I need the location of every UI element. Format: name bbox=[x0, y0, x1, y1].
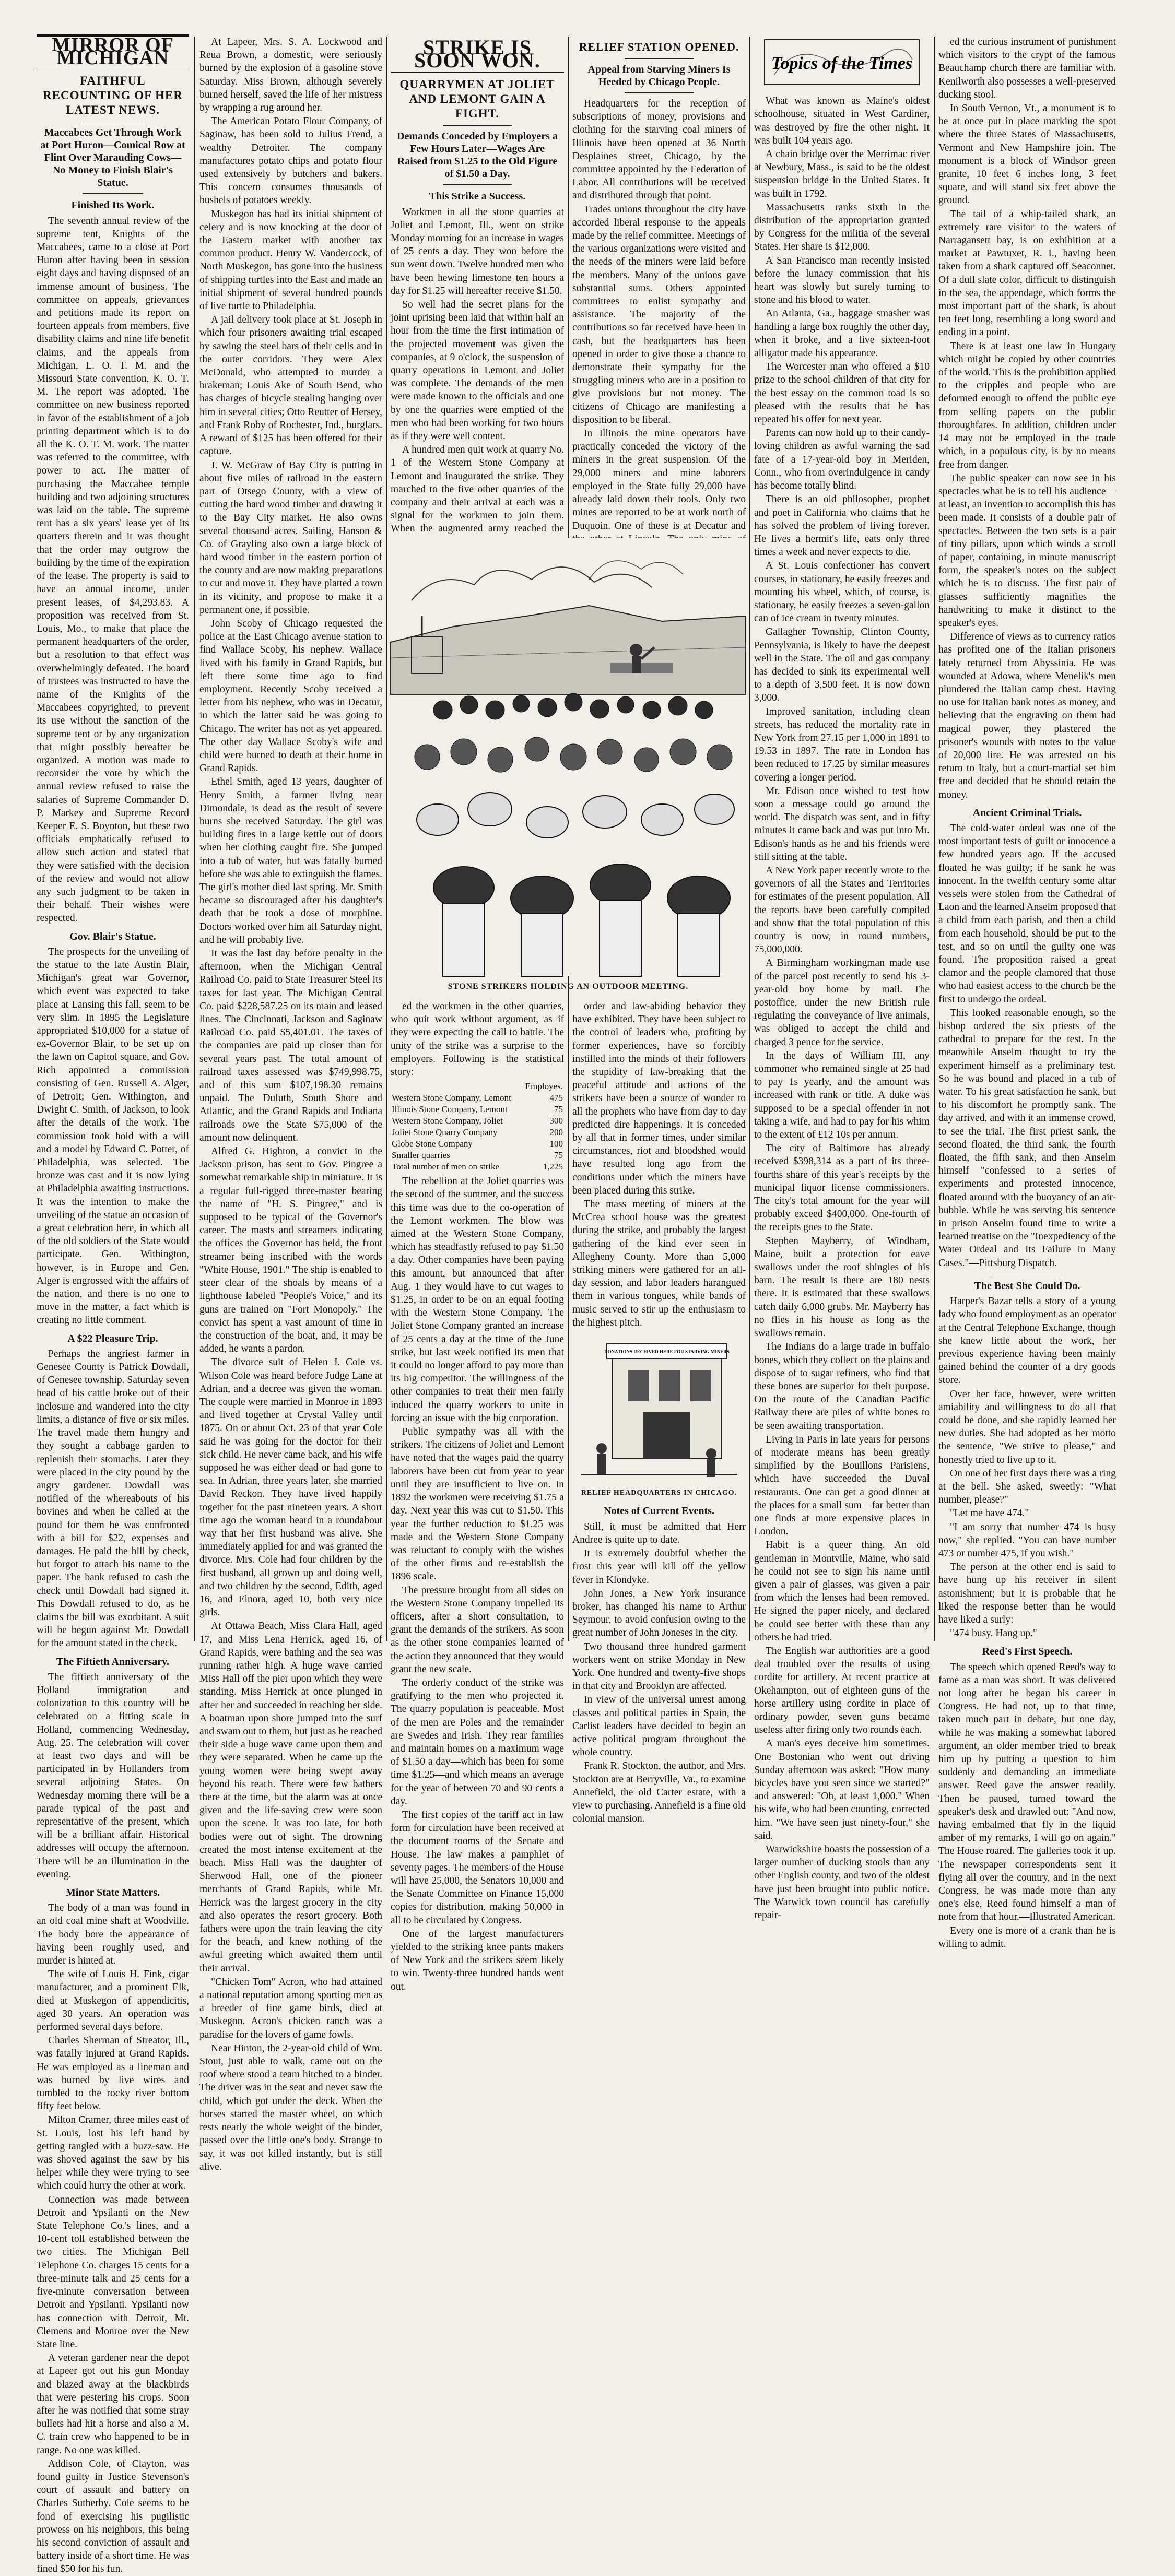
divider bbox=[83, 193, 144, 194]
paragraph: A jail delivery took place at St. Joseph in which four prisoners awaiting trial escaped by sawing the steel bars of their cells and in the outer corridors. They were Alex McDonald, who attempted to murder a brakeman; Louis Ake of South Bend, who has charges of bicycle stealing hanging over him in several cities; Otto Reutter of Hersey, and Frank Roby of Rochester, Ind., burglars. A reward of $125 has been offered for their capture. bbox=[199, 314, 382, 457]
paragraph: ed the curious instrument of punishment which visitors to the crypt of the famous Beauchamp church there are familiar with. Kenilworth also possesses a well-preserved ducking stool. bbox=[938, 37, 1116, 100]
paragraph: "474 busy. Hang up." bbox=[950, 1628, 1037, 1639]
table-row bbox=[391, 1161, 564, 1173]
table-row bbox=[391, 1092, 564, 1104]
paragraph: Still, it must be admitted that Herr Andree is quite up to date. bbox=[572, 1521, 746, 1545]
table-cell: 75 bbox=[554, 1150, 563, 1161]
table-cell: Globe Stone Company bbox=[392, 1139, 473, 1149]
reed-title: Reed's First Speech. bbox=[982, 1646, 1073, 1658]
article-deck: Maccabees Get Through Work at Port Huron—Comical Row at Flint Over Marauding Cows—No Money to Finish Blair's Statue. bbox=[40, 127, 185, 189]
paragraph: The divorce suit of Helen J. Cole vs. Wilson Cole was heard before Judge Lane at Adrian, and a decree was given the woman. The couple were married in Monroe in 1893 and lived together at Crystal Valley until 1875. On or about Oct. 23 of that year Cole said he was going for the doctor for their sick child. He never came back, and his wife supposed he was either dead or had gone to sea. In Adrian, three years later, she married David Reckon. They have lived happily together for the past nineteen years. A short time ago the woman heard in a roundabout way that her first husband was alive. She immediately applied for and was granted the divorce. Mrs. Cole had four children by the first husband, all grown up and doing well, and two children by the second, Edith, aged 16, and Elnora, aged 10, both very nice girls. bbox=[199, 1357, 382, 1618]
paragraph: One of the largest manufacturers yielded to the striking knee pants makers of New York and the strikers seem likely to win. Twenty-three hundred hands went out. bbox=[391, 1928, 564, 1992]
article-body bbox=[754, 94, 930, 1922]
paragraph: The public speaker can now see in his spectacles what he is to tell his audience—at least, an invention to accomplish this has been made. It consists of a double pair of spectacles. Between the two sets is a pair of tiny pillars, upon which winds a scroll of paper, containing, in minute manuscript form, the speaker's notes on the subject which he is to discuss. The first pair of glasses sufficiently magnifies the handwriting to make it distinct to the speaker's eyes. bbox=[938, 472, 1116, 629]
column-5 bbox=[754, 36, 930, 1921]
article-body bbox=[938, 36, 1116, 801]
paragraph: A chain bridge over the Merrimac river at Newbury, Mass., is said to be the oldest suspension bridge in the United States. It was built in 1792. bbox=[754, 149, 930, 199]
paragraph: The city of Baltimore has already received $398,314 as a part of its three-fourths share of this year's receipts by the municipal liquor license commissioners. The city's total amount for the year will probably exceed $400,000. One-fourth of the receipts goes to the State. bbox=[754, 1143, 930, 1233]
paragraph: The orderly conduct of the strike was gratifying to the men who projected it. The quarry population is peaceable. Most of the men are Poles and the remainder are Swedes and Irish. They rear families and maintain homes on a maximum wage of $1.50 a day—which has been for some time $1.25—and which means an average for the year of between 70 and 90 cents a day. bbox=[391, 1677, 564, 1807]
paragraph: The prospects for the unveiling of the statue to the late Austin Blair, Michigan's great war Governor, which event was expected to take place at Lansing this fall, seem to be very slim. In 1895 the Legislature appropriated $10,000 for a statue of ex-Governor Blair, to be set up on the lawn on Capitol square, and Gov. Rich appointed a commission consisting of Gen. Russell A. Alger, of Detroit; Gen. Withington, and Dwight C. Smith, of Jackson, to look after the details of the work. The commission took hold with a will and a model by Edward C. Potter, of Philadelphia, was selected. The bronze was cast and it is now lying at Philadelphia awaiting instructions. It was the intention to make the unveiling of the statue an occasion of a great celebration here, in which all of the old soldiers of the State would participate. Gen. Withington, however, is in Europe and Gen. Alger is engrossed with the affairs of the nation, and there is no one to move in the matter, a fact which is creating no little comment. bbox=[37, 946, 189, 1326]
paragraph: A St. Louis confectioner has convert courses, in stationary, he easily freezes and mounting his wheel, which, of course, is stationary, he easily freezes a seven-gallon can of ice cream in twenty minutes. bbox=[754, 560, 930, 624]
notes-body bbox=[572, 1520, 746, 1826]
section-title: The Fiftieth Anniversary. bbox=[56, 1656, 170, 1668]
table-cell: Total number of men on strike bbox=[392, 1162, 500, 1172]
paragraph: Over her face, however, were written amiability and willingness to do all that could be done, and she rapidly learned her new duties. She had adopted as her motto the sentence, "We strive to please," and honestly tried to live up to it. bbox=[938, 1388, 1116, 1466]
section-title: A $22 Pleasure Trip. bbox=[67, 1332, 158, 1344]
paragraph: "Chicken Tom" Acron, who had attained a national reputation among sporting men as a breeder of fine game birds, died at Muskegon. Acron's chicken ranch was a paradise for the lovers of game fowls. bbox=[199, 1976, 382, 2040]
paragraph: John Scoby of Chicago requested the police at the East Chicago avenue station to find Wallace Scoby, his nephew. Wallace lived with his family in Grand Rapids, but left there some time ago to find employment. Recently Scoby received a letter from his nephew, who was in Decatur, in which the latter said he was going to Chicago. The writer has not as yet appeared. The other day Wallace Scoby's wife and child were burned to death at their home in Grand Rapids. bbox=[199, 618, 382, 774]
divider bbox=[625, 92, 694, 93]
crowd-illustration bbox=[391, 538, 746, 976]
table-cell: 75 bbox=[554, 1104, 563, 1115]
table-row bbox=[391, 1127, 564, 1138]
paragraph: Connection was made between Detroit and Ypsilanti on the New State Telephone Co.'s lines, and a 10-cent toll established between the two cities. The Michigan Bell Telephone Co. charges 15 cents for a three-minute talk and 25 cents for a five-minute conversation between Detroit and Ypsilanti. Ypsilanti now has connection with Detroit, Mt. Clemens and Monroe over the New State line. bbox=[37, 2194, 189, 2350]
table-cell: 100 bbox=[549, 1139, 563, 1149]
relief-headline: RELIEF STATION OPENED. bbox=[579, 40, 739, 53]
paragraph: Living in Paris in late years for persons of moderate means has been greatly simplified by the Bouillons Parisiens, which have succeeded the Duval restaurants. One can get a good dinner at the places for a small sum—far better than one finds at more expensive places in London. bbox=[754, 1434, 930, 1538]
paragraph: A San Francisco man recently insisted before the lunacy commission that his heart was slowly but surely turning to stone and his blood to water. bbox=[754, 255, 930, 306]
section-masthead: MIRROR OF MICHIGAN bbox=[37, 37, 189, 69]
strike-article-top bbox=[391, 38, 564, 536]
paragraph: The Indians do a large trade in buffalo bones, which they collect on the plains and dispose of to sugar refiners, who find that these bones are superior for their purpose. On the route of the Canadian Pacific Railway there are piles of white bones to be seen awaiting transportation. bbox=[754, 1341, 930, 1432]
paragraph: There is at least one law in Hungary which might be copied by other countries of the world. This is the prohibition applied to the cripples and people who are deformed enough to offend the public eye from selling papers on the public thoroughfares. In addition, children under 14 may not be employed in the trade which, in a populous city, is by no means free from danger. bbox=[938, 340, 1116, 470]
paragraph: Muskegon has had its initial shipment of celery and is now knocking at the door of the Eastern market with another tax common product. Henry W. Vandercock, of North Muskegon, has gone into the business of shipping turtles into the East and made an initial shipment of several hundred pounds of live turtle to Philadelphia. bbox=[199, 208, 382, 312]
paragraph: Trades unions throughout the city have accorded liberal response to the appeals made by the relief committee. Meetings of the various organizations were visited and the needs of the miners were laid before the members. Many of the unions gave substantial sums. Others appointed committees to enlist sympathy and assistance. The majority of the contributions so far received have been in cash, but the headquarters has been opened in order to give those a chance to demonstrate their sympathy for the struggling miners who are in a position to give provisions but not money. The citizens of Chicago are manifesting a disposition to be liberal. bbox=[572, 204, 746, 426]
paragraph: It is extremely doubtful whether the frost this year will kill off the yellow fever in Klondyke. bbox=[572, 1548, 746, 1586]
best-title: The Best She Could Do. bbox=[974, 1280, 1080, 1292]
paragraph: The wife of Louis H. Fink, cigar manufacturer, and a prominent Elk, died at Muskegon of appendicitis, aged 30 years. An operation was performed several days before. bbox=[37, 1969, 189, 2033]
table-cell: Smaller quarries bbox=[392, 1150, 450, 1161]
paragraph: The mass meeting of miners at the McCrea school house was the greatest during the strike, and probably the largest gathering of the kind ever seen in Allegheny County. More than 5,000 striking miners were gathered for an all-day session, and labor leaders harangued them in various tongues, while bands of music served to stir up the enthusiasm to the highest pitch. bbox=[572, 1199, 746, 1328]
table-cell: 300 bbox=[549, 1116, 563, 1126]
paragraph: Stephen Mayberry, of Windham, Maine, built a protection for eave swallows under the roof shingles of his barn. The result is there are 180 nests there. It is estimated that these swallows catch daily 6,000 grubs. Mr. Mayberry has no flies in his house as long as the swallows remain. bbox=[754, 1235, 930, 1339]
paragraph: Milton Cramer, three miles east of St. Louis, lost his left hand by getting tangled with a buzz-saw. He was shoved against the saw by his helper while they were trying to see which could hurry the other at work. bbox=[37, 2114, 189, 2192]
column-rule bbox=[934, 37, 935, 1641]
paragraph: Improved sanitation, including clean streets, has reduced the mortality rate in New York from 27.15 per 1,000 in 1891 to 19.53 in 1897. The rate in London has been reduced to 17.25 by similar measures covering a longer period. bbox=[754, 706, 930, 783]
table-header-cell: Employes. bbox=[525, 1081, 563, 1092]
paragraph: Massachusetts ranks sixth in the distribution of the appropriation granted by Congress for the militia of the several States. Her share is $12,000. bbox=[754, 202, 930, 253]
column-1 bbox=[37, 31, 189, 2575]
paragraph: order and law-abiding behavior they have exhibited. They have been subject to the control of leaders who, profiting by former experiences, have so forcibly instilled into the minds of their followers the stupidity of law-breaking that the peaceful attitude and actions of the strikers have been a source of wonder to all the prophets who have from day to day predicted dire happenings. It is conceded by all that in former times, under similar circumstances, riot and bloodshed would have resulted long ago from the conditions under which the miners have been placed during this strike. bbox=[572, 1001, 746, 1196]
paragraph: ed the workmen in the other quarries, who quit work without argument, as if they were expecting the call to battle. The unity of the strike was a surprise to the employers. Following is the statistical story: bbox=[391, 1001, 564, 1078]
topics-logo-icon bbox=[763, 39, 920, 86]
column-6 bbox=[938, 36, 1116, 1949]
paragraph: In the days of William III, any commoner who remained single at 25 had to pay 1s yearly, and the amount was increased with rank or title. A duke was supposed to be a special offender in not taking a wife, and had to pay for his whim to the extent of £12 10s per annum. bbox=[754, 1050, 930, 1141]
paragraph: In South Vernon, Vt., a monument is to be at once put in place marking the spot where the three States of Massachusetts, Vermont and New Hampshire join. The monument is a block of Windsor green granite, 10 feet 6 inches long, 3 feet square, and will stand six feet above the ground. bbox=[938, 103, 1116, 206]
relief-article-bottom bbox=[572, 1000, 746, 1825]
sign-text: DONATIONS RECEIVED HERE FOR STARVING MINERS bbox=[604, 1349, 730, 1355]
column-rule bbox=[386, 37, 387, 1641]
column-rule bbox=[194, 37, 195, 1641]
paragraph: Public sympathy was all with the strikers. The citizens of Joliet and Lemont have noted that the wages paid the quarry laborers have been cut from year to year until they are insufficient to live on. In 1892 the workmen were receiving $1.75 a day. Next year this was cut to $1.50. This year the further reduction to $1.25 was made and the Western Stone Company was reluctant to comply with the wishes of the other firms and re-establish the 1896 scale. bbox=[391, 1426, 564, 1582]
strike-headline: STRIKE IS SOON WON. bbox=[391, 38, 564, 73]
paragraph: The first copies of the tariff act in law form for circulation have been received at the document rooms of the Senate and House. The law makes a pamphlet of seventy pages. The members of the House will have 25,000, the Senators 10,000 and the Senate Committee on Finance 15,000 copies for distribution, making 50,000 in all to be circulated by Congress. bbox=[391, 1809, 564, 1926]
table-cell: Western Stone Company, Lemont bbox=[392, 1093, 511, 1103]
paragraph: There is an old philosopher, prophet and poet in California who claims that he has solved the problem of living forever. He lives a hermit's life, eats only three times a week and never expects to die. bbox=[754, 494, 930, 558]
paragraph: Habit is a queer thing. An old gentleman in Montville, Maine, who said he could not see to sign his name until given a pair of glasses, was given a pair from which the lenses had been removed. He signed the paper nicely, and declared he could see better with these than any others he had tried. bbox=[754, 1540, 930, 1643]
article-body bbox=[938, 1661, 1116, 1951]
table-row bbox=[391, 1138, 564, 1150]
paragraph: Headquarters for the reception of subscriptions of money, provisions and clothing for the starving coal miners of Illinois have been opened at 36 North Desplaines street, Chicago, by the committee appointed by the Federation of Labor. All contributions will be received and distributed through that point. bbox=[572, 98, 746, 202]
table-header-cell bbox=[391, 1081, 521, 1092]
table-cell: 475 bbox=[549, 1093, 563, 1103]
paragraph: Warwickshire boasts the possession of a larger number of ducking stools than any other English county, and two of the oldest have just been brought into public notice. The Warwick town council has carefully repair- bbox=[754, 1844, 930, 1921]
section-title: Minor State Matters. bbox=[65, 1887, 160, 1898]
paragraph: Gallagher Township, Clinton County, Pennsylvania, is likely to have the deepest well in the State. The oil and gas company has decided to sink its experimental well to a depth of 3,500 feet. It is now down 3,000. bbox=[754, 627, 930, 704]
paragraph: Difference of views as to currency ratios has profited one of the Italian prisoners lately returned from Abyssinia. He was wounded at Adowa, where Menelik's men plundered the Italian camp chest. Having no use for Italian bank notes as money, and believing that the engraving on them had magical power, they plastered the prisoner's wounds with notes to the value of 20,000 lire. He was arrested on his return to Italy, but a court-martial set him free and decided that he should retain the money. bbox=[938, 631, 1116, 800]
article-body bbox=[938, 1295, 1116, 1640]
article-body bbox=[199, 36, 382, 2173]
strike-stats-table bbox=[391, 1081, 564, 1173]
paragraph: A hundred men quit work at quarry No. 1 of the Western Stone Company at Lemont and inaugurated the strike. They marched to the five other quarries of the company and their arrival at each was a signal for the workmen to join them. When the augmented army reached the bbox=[391, 444, 564, 535]
divider bbox=[443, 125, 512, 126]
article-headline: FAITHFUL RECOUNTING OF HER LATEST NEWS. bbox=[43, 74, 183, 117]
table-header-row bbox=[391, 1081, 564, 1092]
paragraph: The American Potato Flour Company, of Saginaw, has been sold to Julius Frend, a wealthy Detroiter. The company manufactures potato chips and potato flour used extensively by butchers and bakers. This concern consumes thousands of bushels of potatoes weekly. bbox=[199, 116, 382, 206]
paragraph: An Atlanta, Ga., baggage smasher was handling a large box roughly the other day, when it broke, and a live sixteen-foot alligator made his appearance. bbox=[754, 308, 930, 359]
relief-illustration bbox=[581, 1333, 737, 1499]
paragraph: In Illinois the mine operators have practically conceded the victory of the miners in the great suspension. Of the 29,000 miners and mine laborers employed in the State fully 29,000 have already laid down their tools. Only two mines are reported to be at work north of Duquoin. One of these is at Decatur and bbox=[572, 428, 746, 531]
paragraph: In view of the universal unrest among classes and political parties in Spain, the Carlist leaders have decided to begin an active political program throughout the whole country. bbox=[572, 1694, 746, 1758]
paragraph: The speech which opened Reed's way to fame as a man was short. It was delivered not long after he began his career in Congress. He had not, up to that time, taken much part in debate, but one day, while he was making a somewhat labored argument, an older member tried to break him up by putting a question to him suddenly and demanding an immediate answer. Reed gave the answer readily. Then he paused, turned toward the speaker's desk and drawled out: "And now, having embalmed that fly in the liquid amber of my remarks, I will go on again." The House roared. The galleries took it up. The newspaper correspondents sent it flying all over the country, and in the next Congress, he was made more than any one's else, Reed found himself a man of note from that hour.—Illustrated American. bbox=[938, 1661, 1116, 1923]
section-title: Finished Its Work. bbox=[71, 199, 155, 211]
table-cell: 200 bbox=[549, 1127, 563, 1138]
paragraph: Harper's Bazar tells a story of a young lady who found employment as an operator at the Central Telephone Exchange, though she knew little about the work, her previous experience having been mainly gained behind the counter of a dry goods store. bbox=[938, 1296, 1116, 1386]
strike-body bbox=[391, 1175, 564, 1993]
paragraph: What was known as Maine's oldest schoolhouse, situated in West Gardiner, was destroyed by fire the other night. It was built 104 years ago. bbox=[754, 96, 930, 146]
paragraph: J. W. McGraw of Bay City is putting in about five miles of railroad in the eastern part of Otsego County, with a view of cutting the hard wood timber and drawing it to the Bay City market. He also owns several thousand acres. Sailing, Hanson & Co. of Grayling also own a large block of hard wood timber in the eastern portion of the county and are now making preparations to cut and move it. They have platted a town in its vicinity, and propose to make it a permanent one, if possible. bbox=[199, 459, 382, 616]
relief-body bbox=[572, 1000, 746, 1329]
paragraph: Ethel Smith, aged 13 years, daughter of Henry Smith, a farmer living near Dimondale, is dead as the result of severe burns she received Saturday. The girl was building fires in a large kettle out of doors when her clothing caught fire. She jumped into a tub of water, but was fatally burned before she was able to extinguish the flames. The girl's mother died last spring. Mr. Smith became so discouraged after his daughter's death that he took a dose of morphine. Doctors worked over him all Saturday night, and he will probably live. bbox=[199, 776, 382, 946]
paragraph: Charles Sherman of Streator, Ill., was fatally injured at Grand Rapids. He was employed as a lineman and was burned by live wires and tumbled to the rocky river bottom fifty feet below. bbox=[37, 2035, 189, 2112]
relief-deck: Appeal from Starving Miners Is Heeded by Chicago People. bbox=[588, 64, 731, 88]
relief-illustration-caption: RELIEF HEADQUARTERS IN CHICAGO. bbox=[581, 1489, 737, 1497]
table-cell: Illinois Stone Company, Lemont bbox=[392, 1104, 508, 1115]
strike-subhead: QUARRYMEN AT JOLIET AND LEMONT GAIN A FIGHT. bbox=[400, 78, 555, 121]
paragraph: The cold-water ordeal was one of the most important tests of guilt or innocence a few hundred years ago. If the accused floated he was guilty; if he sank he was innocent. In the twelfth century some altar vessels were stolen from the Cathedral of Laon and the learned Anselm proposed that a child from each parish, and then a child from each household, should be put to the test, and so on until the guilty one was found. The proposition raised a great clamor and the people clamored that those who had easiest access to the church be the first to undergo the ordeal. bbox=[938, 822, 1116, 1005]
table-row bbox=[391, 1104, 564, 1115]
paragraph: So well had the secret plans for the joint uprising been laid that within half an hour from the time the first intimation of the projected movement was given the companies, at 9 o'clock, the suspension of quarry operations in Lemont and Joliet was complete. The demands of the men were made known to the officials and one by one the quarries were emptied of the men who had been working for two hours as if they were well content. bbox=[391, 299, 564, 442]
paragraph: A veteran gardener near the depot at Lapeer got out his gun Monday and blazed away at the blackbirds that were pestering his crops. Soon after he was notified that some stray bullets had hit a horse and also a M. C. train crew who happened to be in range. No one was killed. bbox=[37, 2353, 189, 2456]
paragraph: Alfred G. Highton, a convict in the Jackson prison, has sent to Gov. Pingree a somewhat remarkable ship in miniature. It is a regular full-rigged three-master bearing the name of "H. S. Pingree," and is supposed to be typical of the Governor's career. The masts and streamers indicating the offices the Governor has held, the front streamer being inscribed with the words "White House, 1901." The ship is enabled to steer clear of the shoals by means of a lighthouse labeled "People's Voice," and its guns are trained on "Fort Monopoly." The convict has spent a vast amount of time in the construction of the boat, and, it may be added, he wants a pardon. bbox=[199, 1146, 382, 1355]
column-2 bbox=[199, 36, 382, 2172]
column-rule bbox=[749, 37, 750, 1641]
paragraph: "I am sorry that number 474 is busy now," she replied. "You can have number 473 or number 475, if you wish." bbox=[938, 1521, 1116, 1559]
paragraph: Perhaps the angriest farmer in Genesee County is Patrick Dowdall, of Genesee township. Saturday seven head of his cattle broke out of their inclosure and wandered into the city limits, a distance of five or six miles. The travel made them hungry and they sought a cabbage garden to replenish their stomachs. Later they were placed in the city pound by the angry gardener. Dowdall was notified of the whereabouts of his bovines and when he called at the pound for them he was confronted with a bill for $22, expenses and damages. He paid the bill by check, but forgot to attach his name to the paper. The bank refused to cash the check until Dowdall had signed it. This Dowdall refused to do, as he claims the bill was exorbitant. A suit will be begun against Mr. Dowdall for the amount stated in the check. bbox=[37, 1348, 189, 1649]
paragraph: The person at the other end is said to have hung up his receiver in silent astonishment; but it is probable that he liked the response better than he would have liked a surly: bbox=[938, 1562, 1116, 1625]
paragraph: This looked reasonable enough, so the bishop ordered the six priests of the cathedral to prepare for the test. In the meanwhile Anselm thought to try the experiment himself as a preliminary test. So he was bound and placed in a tub of water. To his great satisfaction he sank, but to his discomfort he promptly sank. The day arrived, and with it an immense crowd, to see the trial. The first priest sank, the second floated, the third sank, the fourth floated, the fifth sank, and then Anselm himself "confessed to a series of experiments and protested innocence, floated around with the buoyancy of an air-bubble. While he was serving his sentence in prison Anselm found time to write a learned treatise on the "Inexpediency of the Water Ordeal and Its Failure in Many Cases."—Pittsburg Dispatch. bbox=[938, 1007, 1116, 1269]
paragraph: The fiftieth anniversary of the Holland immigration and colonization to this country will be celebrated on a fitting scale in Holland, commencing Wednesday, Aug. 25. The celebration will cover at least two days and will be participated in by Hollanders from several adjoining States. On Wednesday morning there will be a parade typical of the past and representative of the present, which will be a brilliant affair. Historical addresses will occupy the afternoon. There will be an illumination in the evening. bbox=[37, 1671, 189, 1880]
table-cell: Joliet Stone Quarry Company bbox=[392, 1127, 498, 1138]
divider bbox=[443, 184, 512, 185]
paragraph: A man's eyes deceive him sometimes. One Bostonian who went out driving Sunday afternoon was asked: "How many bicycles have you seen since we started?" and answered: "Oh, at least 1,000." When his wife, who had been counting, corrected him. "We have seen just ninety-four," she said. bbox=[754, 1738, 930, 1841]
paragraph: The seventh annual review of the supreme tent, Knights of the Maccabees, came to a close at Port Huron after having been in session eight days and having disposed of an immense amount of business. The committee on appeals, grievances and petitions made its report on fourteen appeals from members, five disability claims and nine life benefit claims, and the appeals from Michigan, L. O. T. M. and the Missouri State convention, K. O. T. M. The report was adopted. The committee on new business reported in favor of the establishment of a job printing department which is to do all the K. O. T. M. work. The matter was referred to the committee, with power to act. The matter of purchasing the Maccabee temple building and two adjoining structures was laid on the table. The supreme tent has a six years' lease yet of its quarters therein and it was thought that the order may outgrow the building by the time of the expiration of the lease. The property is said to have an annual income, under present leases, of $4,293.83. A proposition was received from St. Louis, Mo., to make that place the permanent headquarters of the order, but a resolution to that effect was overwhelmingly defeated. The board of trustees was instructed to have the name of the Knights of the Maccabees copyrighted, to prevent its use without the sanction of the supreme tent or by any organization that might possibly hereafter be organized. A motion was made to reconsider the vote by which the annual review refused to raise the salaries of Supreme Commander D. P. Markey and Supreme Record Keeper E. S. Boynton, but these two officials emphatically refused to allow such action and stated that they were satisfied with the decision of the review and would not allow any such judgment to be taken in their behalf. Their wishes were respected. bbox=[37, 215, 189, 924]
paragraph: "Let me have 474." bbox=[950, 1508, 1029, 1519]
paragraph: On one of her first days there was a ring at the bell. She asked, sweetly: "What number, please?" bbox=[938, 1468, 1116, 1506]
paragraph: The English war authorities are a good deal troubled over the results of using cordite for artillery. At recent practice at Okehampton, out of eighteen guns of the horse artillery using cordite in place of ordinary powder, seven guns became useless after firing only two rounds each. bbox=[754, 1645, 930, 1736]
paragraph: Parents can now hold up to their candy-loving children as awful warning the sad fate of a 17-year-old boy in Meriden, Conn., who from overindulgence in candy has become totally blind. bbox=[754, 428, 930, 492]
paragraph: Frank R. Stockton, the author, and Mrs. Stockton are at Berryville, Va., to examine Annefield, the old Carter estate, with a view to purchasing. Annefield is a fine old colonial mansion. bbox=[572, 1760, 746, 1825]
paragraph: A Birmingham workingman made use of the parcel post recently to send his 3-year-old boy home by mail. The postoffice, under the new British rule regulating the conveyance of live animals, was obliged to accept the child and charged 3 pence for the service. bbox=[754, 958, 930, 1048]
paragraph: Workmen in all the stone quarries at Joliet and Lemont, Ill., went on strike Monday morning for an increase in wages of 25 cents a day. They won before the sun went down. Twelve hundred men who have been hewing limestone ten hours a day for $1.25 will hereafter receive $1.50. bbox=[391, 206, 564, 297]
topics-logo bbox=[754, 39, 930, 89]
article-body bbox=[37, 199, 189, 2575]
table-cell: 1,225 bbox=[543, 1162, 563, 1172]
trials-title: Ancient Criminal Trials. bbox=[972, 807, 1082, 819]
notes-title: Notes of Current Events. bbox=[604, 1505, 714, 1517]
article-body bbox=[938, 822, 1116, 1270]
strike-illustration bbox=[391, 538, 746, 997]
paragraph: The body of a man was found in an old coal mine shaft at Woodville. The body bore the appearance of having been roughly used, and murder is hinted at. bbox=[37, 1903, 189, 1967]
paragraph: Near Hinton, the 2-year-old child of Wm. Stout, just able to walk, came out on the roof where stood a team hitched to a binder. The driver was in the seat and never saw the child, which got under the deck. When the horses started the master wheel, on which rests nearly the whole weight of the binder, passed over the little one's body. Strange to say, it was not killed instantly, but is still alive. bbox=[199, 2042, 382, 2172]
paragraph: Every one is more of a crank than he is willing to admit. bbox=[938, 1925, 1116, 1949]
divider bbox=[625, 58, 694, 59]
paragraph: The Worcester man who offered a $10 prize to the school children of that city for the best essay on the common toad is so pleased with the results that he has repeated his offer for next year. bbox=[754, 361, 930, 426]
paragraph: Two thousand three hundred garment workers went on strike Monday in New York. One hundred and twenty-five shops in that city and Brooklyn are affected. bbox=[572, 1641, 746, 1692]
building-illustration bbox=[581, 1333, 737, 1480]
section-title: Gov. Blair's Statue. bbox=[69, 930, 156, 942]
paragraph: John Jones, a New York insurance broker, has changed his name to Arthur Seymour, to avoid confusion owing to the great number of John Joneses in the city. bbox=[572, 1588, 746, 1639]
paragraph: At Lapeer, Mrs. S. A. Lockwood and Reua Brown, a domestic, were seriously burned by the explosion of a gasoline stove Saturday. Miss Brown, although severely burned herself, saved the life of her mistress by wrapping a rug around her. bbox=[199, 37, 382, 114]
paragraph: At Ottawa Beach, Miss Clara Hall, aged 17, and Miss Lena Herrick, aged 16, of Grand Rapids, were bathing and the sea was running rather high. A huge wave carried Miss Hall off the pier upon which they were standing. Miss Herrick at once plunged in after her and succeeded in reaching her side. A boatman upon shore jumped into the surf and swam out to them, but just as he reached their side a huge wave came upon them and they were separated. When he came up the young women were being swept away beyond his reach. There were few bathers there at the time, but the alarm was at once given and the life-saving crew were soon upon the scene. It was too late, for both bodies were out of sight. The drowning created the most intense excitement at the beach. Miss Hall was the daughter of Sherwood Hall, one of the pioneer merchants of Grand Rapids, while Mr. Herrick was the largest grocery in the city and also operates the resort grocery. Both fathers were upon the train leaving the city for the beach, and knew nothing of the awful greeting which awaited them until their arrival. bbox=[199, 1621, 382, 1974]
paragraph: The tail of a whip-tailed shark, an extremely rare visitor to the waters of Narragansett bay, is on exhibition at a market at Pawtuxet, R. I., having been taken from a shark captured off Seaconnet. Of a dull slate color, difficult to distinguish in the sea, the appendage, which forms the most important part of the shark, is about ten feet long, resembling a long sword and ending in a point. bbox=[938, 208, 1116, 338]
paragraph: Mr. Edison once wished to test how soon a message could go around the world. The dispatch was sent, and in fifty minutes it came back and was put into Mr. Edison's hands as he and his friends were still sitting at the table. bbox=[754, 785, 930, 862]
strike-section-title: This Strike a Success. bbox=[429, 191, 526, 203]
strike-article-bottom bbox=[391, 1000, 564, 1992]
paragraph: It was the last day before penalty in the afternoon, when the Michigan Central Railroad Co. paid to State Treasurer Steel its taxes for last year. The Michigan Central Co. paid $228,587.25 on its main and leased lines. The Cincinnati, Jackson and Saginaw Railroad Co. paid $5,401.01. The taxes of the companies are paid up closer than for several years past. The total amount of railroad taxes assessed was $749,998.75, and of this sum $107,198.30 remains unpaid. The Duluth, South Shore and Atlantic, and the Grand Rapids and Indiana railroads owe the State $75,000 of the amount now delinquent. bbox=[199, 948, 382, 1143]
table-row bbox=[391, 1150, 564, 1161]
table-row bbox=[391, 1115, 564, 1127]
illustration-caption: STONE STRIKERS HOLDING AN OUTDOOR MEETING. bbox=[448, 982, 689, 991]
strike-deck: Demands Conceded by Employers a Few Hours Later—Wages Are Raised from $1.25 to the Old Figure of $1.50 a Day. bbox=[397, 131, 558, 180]
strike-body bbox=[391, 1000, 564, 1079]
paragraph: The pressure brought from all sides on the Western Stone Company impelled its officers, after a short consultation, to grant the demands of the strikers. As soon as the other stone companies learned of the action they announced that they would grant the new scale. bbox=[391, 1585, 564, 1675]
paragraph: The rebellion at the Joliet quarries was the second of the summer, and the success this time was due to the co-operation of the Lemont workmen. The blow was aimed at the Western Stone Company, which has steadfastly refused to pay $1.50 a day. Other companies have been paying this amount, but announced that after Aug. 1 they would have to cut wages to $1.25, in order to be on an equal footing with the Western Stone Company. The Joliet Stone Company granted an increase of 25 cents a day at the time of the June strike, but last week notified its men that it could no longer afford to pay more than its big competitor. The willingness of the other companies to treat their men fairly induced the quarry workers to unite in forcing an issue with the big corporation. bbox=[391, 1176, 564, 1424]
paragraph: Addison Cole, of Clayton, was found guilty in Justice Stevenson's court of assault and battery on Charles Sutherby. Cole seems to be fond of exercising his pugilistic prowess on his neighbors, this being his second conviction of assault and battery inside of a short time. He was fined $50 for his fun. bbox=[37, 2458, 189, 2575]
paragraph: A New York paper recently wrote to the governors of all the States and Territories for estimates of the present population. All the reports have been carefully compiled and show that the total population of this country is now, in round numbers, 75,000,000. bbox=[754, 865, 930, 955]
table-cell: Western Stone Company, Joliet bbox=[392, 1116, 503, 1126]
relief-article-top bbox=[572, 38, 746, 536]
topics-logo-text: Topics of the Times bbox=[771, 54, 913, 73]
